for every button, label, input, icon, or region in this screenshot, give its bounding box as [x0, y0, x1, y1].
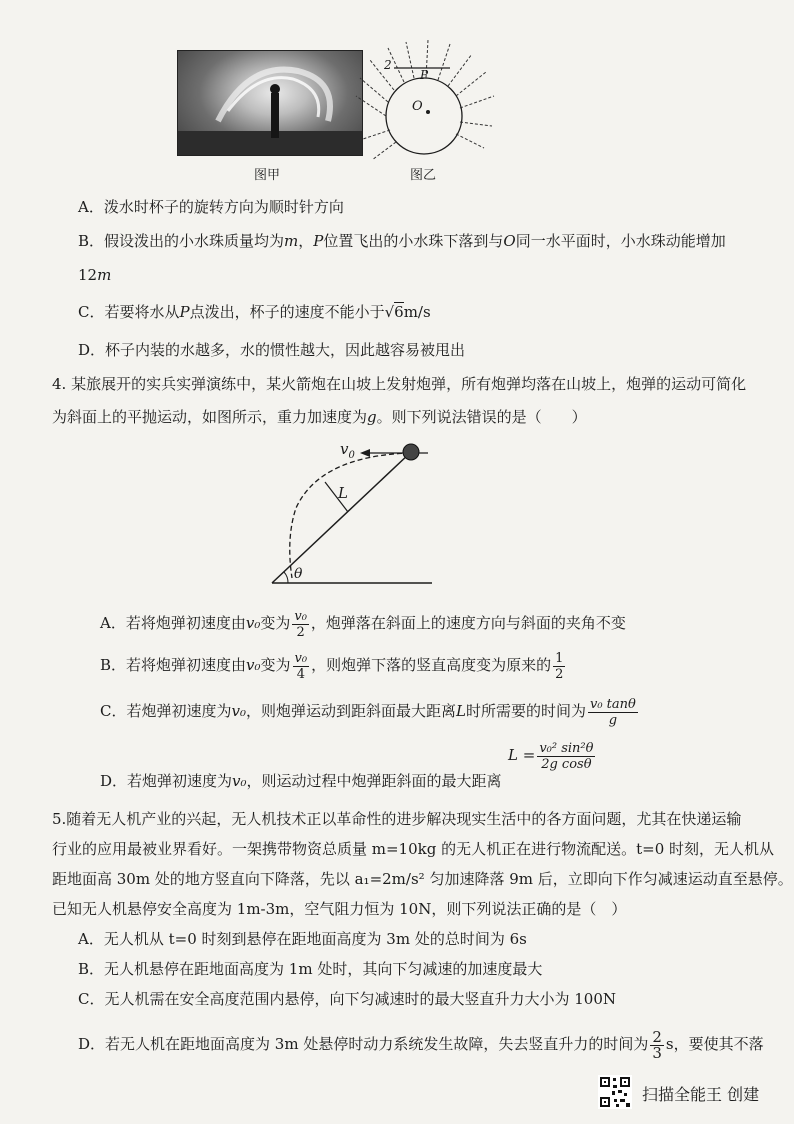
q4-c-l: L	[456, 702, 466, 720]
q3-option-d: D．杯子内装的水越多，水的惯性越大，因此越容易被甩出	[78, 341, 466, 359]
q4-b-half-num: 1	[555, 650, 564, 666]
q4-a-v0: v₀	[245, 614, 261, 632]
figure-yi-label-o: O	[412, 99, 423, 114]
q4-c-frac-num: v₀ tanθ	[589, 696, 636, 712]
q5-stem-line-4: 已知无人机悬停安全高度为 1m-3m，空气阻力恒为 10N，则下列说法正确的是（ ）	[52, 900, 627, 918]
q4-b-text-3: ，则炮弹下落的竖直高度变为原来的	[311, 656, 552, 674]
q5-d-frac-num: 2	[652, 1027, 662, 1046]
figure-jia-caption: 图甲	[254, 168, 281, 183]
q4-d-formula	[508, 738, 597, 772]
q4-a-text-1: A．若将炮弹初速度由	[100, 614, 246, 632]
q4-b-frac-den: 4	[296, 666, 305, 682]
q3-b-text-4: 同一水平面时，小水珠动能增加	[515, 232, 726, 250]
q4-c-text-1: C．若炮弹初速度为	[100, 702, 232, 720]
q3-b-p: P	[313, 232, 324, 250]
q4-d-v0: v₀	[232, 772, 247, 790]
q4-c-fraction	[588, 697, 638, 728]
q3-c-p: P	[179, 303, 190, 321]
q4-b-text-2: 变为	[260, 656, 291, 674]
q4-d-frac-num: v₀² sin²θ	[539, 740, 594, 756]
q3-c-text-2: 点泼出，杯子的速度不能小于	[189, 303, 385, 321]
q4-d-text-2: ，则运动过程中炮弹距斜面的最大距离	[246, 772, 502, 790]
q5-d-fraction	[650, 1027, 664, 1062]
q3-c-unit: m/s	[403, 303, 431, 321]
q5-stem-line-2: 行业的应用最被业界看好。一架携带物资总质量 m=10kg 的无人机正在进行物流配送。t=0 时刻，无人机从	[52, 840, 775, 858]
incline-v0-label	[340, 440, 355, 461]
figure-yi-label-p: P	[420, 68, 429, 82]
q3-b-m: m	[284, 232, 299, 250]
q4-c-v0: v₀	[231, 702, 246, 720]
q5-stem-line-1: 5.随着无人机产业的兴起，无人机技术正以革命性的进步解决现实生活中的各方面问题，尤其在快递运输	[52, 810, 742, 828]
q5-option-a: A．无人机从 t=0 时刻到悬停在距地面高度为 3m 处的总时间为 6s	[78, 930, 527, 948]
q4-a-fraction	[292, 609, 309, 640]
scanner-watermark-text: 扫描全能王 创建	[642, 1085, 760, 1104]
q5-d-frac-den: 3	[652, 1043, 662, 1062]
q3-c-sqrt-sign: √	[384, 303, 395, 321]
q4-b-half	[553, 651, 565, 682]
q4-stem-line-1: 4. 某旅展开的实兵实弹演练中，某火箭炮在山坡上发射炮弹，所有炮弹均落在山坡上，炮弹的运动可简化	[52, 375, 747, 393]
incline-theta-label: θ	[294, 566, 303, 582]
q4-d-formula-lhs: L =	[508, 746, 536, 764]
q3-b-12: 12	[78, 266, 98, 284]
q3-option-b-continued	[78, 264, 111, 286]
q4-d-frac-den: 2g cosθ	[541, 756, 592, 772]
q4-option-a	[100, 606, 626, 640]
incline-v0-v: v	[340, 440, 349, 458]
q3-c-sqrt-value: 6	[394, 303, 404, 321]
q4-stem-text: 为斜面上的平抛运动，如图所示，重力加速度为	[52, 408, 368, 426]
q4-c-text-2: ，则炮弹运动到距斜面最大距离	[245, 702, 456, 720]
figure-yi-caption: 图乙	[410, 168, 437, 183]
q5-d-text-1: D．若无人机在距地面高度为 3m 处悬停时动力系统发生故障，失去竖直升力的时间为	[78, 1035, 649, 1053]
q4-a-text-3: ，炮弹落在斜面上的速度方向与斜面的夹角不变	[310, 614, 626, 632]
q3-option-c	[78, 301, 431, 323]
q4-b-frac-num: v₀	[294, 650, 308, 666]
q3-b-text-2: ，	[298, 232, 314, 250]
q5-d-unit: s	[665, 1035, 674, 1053]
q4-b-v0: v₀	[246, 656, 261, 674]
q5-option-c: C．无人机需在安全高度范围内悬停，向下匀减速时的最大竖直升力大小为 100N	[78, 990, 617, 1008]
q4-c-text-3: 时所需要的时间为	[465, 702, 586, 720]
q4-b-half-den: 2	[555, 666, 564, 682]
q3-option-b	[78, 230, 726, 252]
q4-stem-end: 。则下列说法错误的是（ ）	[376, 408, 587, 426]
q4-d-text-1: D．若炮弹初速度为	[100, 772, 233, 790]
q4-stem-line-2	[52, 406, 587, 428]
q4-option-d	[100, 770, 502, 792]
q4-c-frac-den: g	[608, 712, 618, 728]
q4-a-frac-den: 2	[296, 624, 305, 640]
q4-b-text-1: B．若将炮弹初速度由	[100, 656, 247, 674]
incline-v0-sub: 0	[348, 450, 355, 461]
figure-yi-label-2: 2	[384, 58, 392, 72]
q3-b-text-3: 位置飞出的小水珠下落到与	[323, 232, 504, 250]
incline-l-label: L	[338, 484, 348, 502]
q4-b-fraction	[293, 651, 310, 682]
figure-jia-drawing	[178, 51, 362, 155]
q5-d-text-2: ，要使其不落	[673, 1035, 764, 1053]
q3-c-text-1: C．若要将水从	[78, 303, 180, 321]
q5-option-d	[78, 1026, 764, 1062]
q4-d-fraction	[537, 741, 595, 772]
qr-code-icon	[598, 1075, 632, 1109]
q5-option-b: B．无人机悬停在距地面高度为 1m 处时，其向下匀减速的加速度最大	[78, 960, 543, 978]
q4-option-c	[100, 694, 640, 728]
q3-option-a: A．泼水时杯子的旋转方向为顺时针方向	[78, 198, 344, 216]
q4-stem-g: g	[367, 408, 377, 426]
q3-b-12-m: m	[97, 266, 112, 284]
q4-option-b	[100, 648, 567, 682]
q5-stem-line-3: 距地面高 30m 处的地方竖直向下降落，先以 a₁=2m/s² 匀加速降落 9m 后，立即向下作匀减速运动直至悬停。	[52, 870, 793, 888]
q3-b-o: O	[503, 232, 516, 250]
figure-jia-photo	[177, 50, 363, 156]
q4-a-text-2: 变为	[260, 614, 291, 632]
q3-b-text-1: B．假设泼出的小水珠质量均为	[78, 232, 285, 250]
incline-diagram	[260, 438, 450, 588]
q4-a-frac-num: v₀	[294, 608, 307, 624]
figure-yi-diagram	[350, 40, 500, 170]
